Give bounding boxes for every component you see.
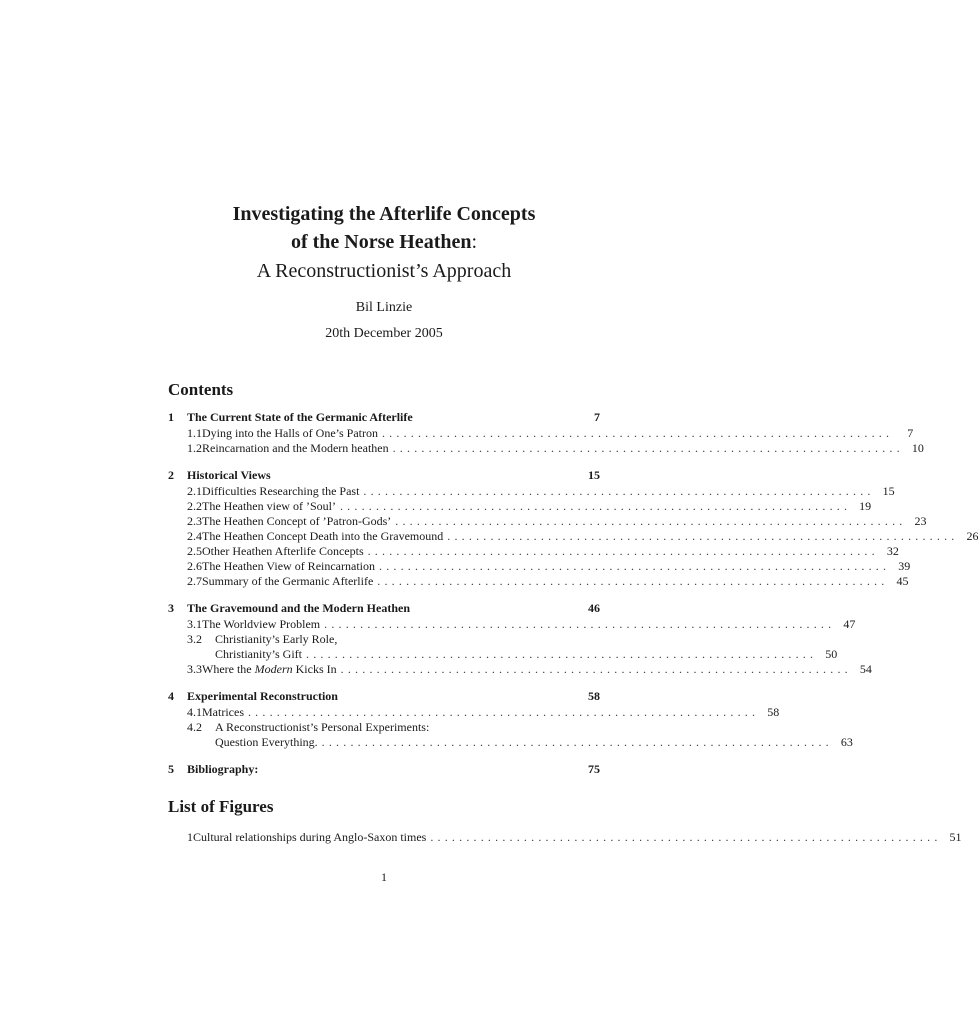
leader-dots: ....................................................................... xyxy=(324,617,836,631)
figure-number: 1 xyxy=(187,830,193,844)
toc-subsection[interactable] xyxy=(168,632,600,647)
toc-sub-title: Reincarnation and the Modern heathen xyxy=(202,441,389,455)
title-colon: : xyxy=(471,231,478,253)
toc-sub-title: The Heathen view of ’Soul’ xyxy=(202,499,336,513)
date: 20th December 2005 xyxy=(325,326,443,341)
toc-subsection[interactable] xyxy=(168,617,856,632)
toc-section-title: The Gravemound and the Modern Heathen xyxy=(187,601,411,615)
toc-sub-number: 4.1 xyxy=(187,705,202,719)
toc-sub-page: 23 xyxy=(914,514,927,528)
toc-subsection[interactable] xyxy=(168,441,924,456)
toc-subsection[interactable] xyxy=(168,574,909,589)
toc-sub-title: Summary of the Germanic Afterlife xyxy=(202,574,374,588)
toc-subsection[interactable] xyxy=(168,484,895,499)
toc-section-page: 75 xyxy=(588,762,600,776)
toc-sub-number: 2.6 xyxy=(187,559,202,573)
toc-section-number: 5 xyxy=(168,762,174,776)
leader-dots: ....................................................................... xyxy=(377,574,889,588)
toc-sub-number: 2.5 xyxy=(187,544,202,558)
toc-sub-number: 2.2 xyxy=(187,499,202,513)
toc-sub-title: A Reconstructionist’s Personal Experiments: xyxy=(215,720,430,734)
toc-sub-number: 2.7 xyxy=(187,574,202,588)
toc-section[interactable] xyxy=(168,762,600,778)
toc-subsection[interactable] xyxy=(168,720,600,735)
toc-subsection[interactable] xyxy=(168,559,911,574)
toc-subsection[interactable] xyxy=(168,499,872,514)
toc-subsection[interactable] xyxy=(168,705,780,720)
toc-sub-title-post: Kicks In xyxy=(292,662,337,676)
table-of-contents xyxy=(168,410,978,778)
toc-sub-title-cont: Question Everything. xyxy=(215,735,318,749)
toc-sub-number: 3.3 xyxy=(187,662,202,676)
toc-sub-number: 2.4 xyxy=(187,529,202,543)
toc-sub-page: 32 xyxy=(886,544,899,558)
toc-section[interactable] xyxy=(168,410,600,426)
leader-dots: ....................................................................... xyxy=(321,735,833,749)
toc-sub-number: 1.2 xyxy=(187,441,202,455)
toc-sub-title: The Heathen View of Reincarnation xyxy=(202,559,375,573)
toc-section[interactable] xyxy=(168,601,600,617)
toc-sub-title: The Worldview Problem xyxy=(202,617,321,631)
toc-subsection[interactable] xyxy=(168,529,978,544)
toc-sub-page: 15 xyxy=(882,484,895,498)
leader-dots: ....................................................................... xyxy=(381,426,894,440)
title-block xyxy=(0,200,768,342)
leader-dots: ....................................................................... xyxy=(339,499,852,513)
toc-sub-title-pre: Where the xyxy=(202,662,255,676)
toc-sub-page: 26 xyxy=(966,529,978,543)
toc-section-page: 15 xyxy=(588,468,600,482)
toc-section-page: 7 xyxy=(594,410,600,424)
toc-sub-page: 10 xyxy=(911,441,924,455)
toc-sub-title: Other Heathen Afterlife Concepts xyxy=(202,544,364,558)
figure-entry[interactable] xyxy=(168,830,962,846)
toc-section-number: 1 xyxy=(168,410,174,424)
toc-subsection-continued[interactable] xyxy=(168,735,853,750)
leader-dots: ....................................................................... xyxy=(447,529,959,543)
toc-section-title: Experimental Reconstruction xyxy=(187,689,338,703)
toc-sub-number: 2.1 xyxy=(187,484,202,498)
toc-sub-title: Matrices xyxy=(202,705,244,719)
toc-sub-page: 54 xyxy=(859,662,872,676)
toc-sub-number: 4.2 xyxy=(187,720,202,734)
list-of-figures xyxy=(168,830,962,846)
toc-sub-title xyxy=(202,662,337,677)
subtitle: A Reconstructionist’s Approach xyxy=(256,260,512,282)
toc-section[interactable] xyxy=(168,468,600,484)
toc-sub-title: The Heathen Concept Death into the Gravemound xyxy=(202,529,444,543)
leader-dots: ....................................................................... xyxy=(247,705,760,719)
figure-title: Cultural relationships during Anglo-Saxon times xyxy=(193,830,427,844)
toc-sub-title: Dying into the Halls of One’s Patron xyxy=(202,426,378,440)
author: Bil Linzie xyxy=(355,300,413,315)
toc-sub-title-cont: Christianity’s Gift xyxy=(215,647,302,661)
toc-section-page: 58 xyxy=(588,689,600,703)
toc-section-title: Bibliography: xyxy=(187,762,259,776)
toc-section[interactable] xyxy=(168,689,600,705)
leader-dots: ....................................................................... xyxy=(367,544,879,558)
title-line-2-text: of the Norse Heathen xyxy=(290,231,472,253)
title-line-1: Investigating the Afterlife Concepts xyxy=(232,203,536,225)
title-line-2 xyxy=(0,228,768,256)
leader-dots: ....................................................................... xyxy=(430,830,942,844)
list-of-figures-heading: List of Figures xyxy=(168,797,274,816)
toc-subsection[interactable] xyxy=(168,426,914,441)
toc-section-number: 3 xyxy=(168,601,174,615)
toc-sub-number: 2.3 xyxy=(187,514,202,528)
toc-sub-number: 3.1 xyxy=(187,617,202,631)
toc-sub-number: 1.1 xyxy=(187,426,202,440)
toc-sub-title-em: Modern xyxy=(254,662,293,676)
page-number: 1 xyxy=(381,870,387,884)
toc-sub-title: Christianity’s Early Role, xyxy=(215,632,338,646)
toc-section-title: Historical Views xyxy=(187,468,271,482)
toc-sub-page: 47 xyxy=(843,617,856,631)
toc-sub-number: 3.2 xyxy=(187,632,202,646)
figure-page: 51 xyxy=(949,830,962,844)
leader-dots: ....................................................................... xyxy=(306,647,818,661)
toc-sub-page: 7 xyxy=(907,426,914,440)
leader-dots: ....................................................................... xyxy=(340,662,852,676)
leader-dots: ....................................................................... xyxy=(392,441,904,455)
toc-sub-page: 45 xyxy=(896,574,909,588)
toc-section-page: 46 xyxy=(588,601,600,615)
toc-subsection-continued[interactable] xyxy=(168,647,838,662)
toc-sub-title: The Heathen Concept of ’Patron-Gods’ xyxy=(202,514,392,528)
toc-sub-page: 39 xyxy=(898,559,911,573)
contents-heading: Contents xyxy=(168,380,234,399)
toc-section-title: The Current State of the Germanic Afterlife xyxy=(187,410,413,424)
leader-dots: ....................................................................... xyxy=(395,514,907,528)
toc-sub-page: 50 xyxy=(825,647,838,661)
leader-dots: ....................................................................... xyxy=(379,559,891,573)
leader-dots: ....................................................................... xyxy=(363,484,875,498)
toc-sub-page: 58 xyxy=(767,705,780,719)
toc-subsection[interactable] xyxy=(168,544,899,559)
toc-subsection[interactable] xyxy=(168,662,872,677)
toc-sub-title: Difficulties Researching the Past xyxy=(202,484,360,498)
toc-sub-page: 63 xyxy=(840,735,853,749)
toc-subsection[interactable] xyxy=(168,514,927,529)
toc-section-number: 2 xyxy=(168,468,174,482)
toc-sub-page: 19 xyxy=(859,499,872,513)
toc-section-number: 4 xyxy=(168,689,174,703)
